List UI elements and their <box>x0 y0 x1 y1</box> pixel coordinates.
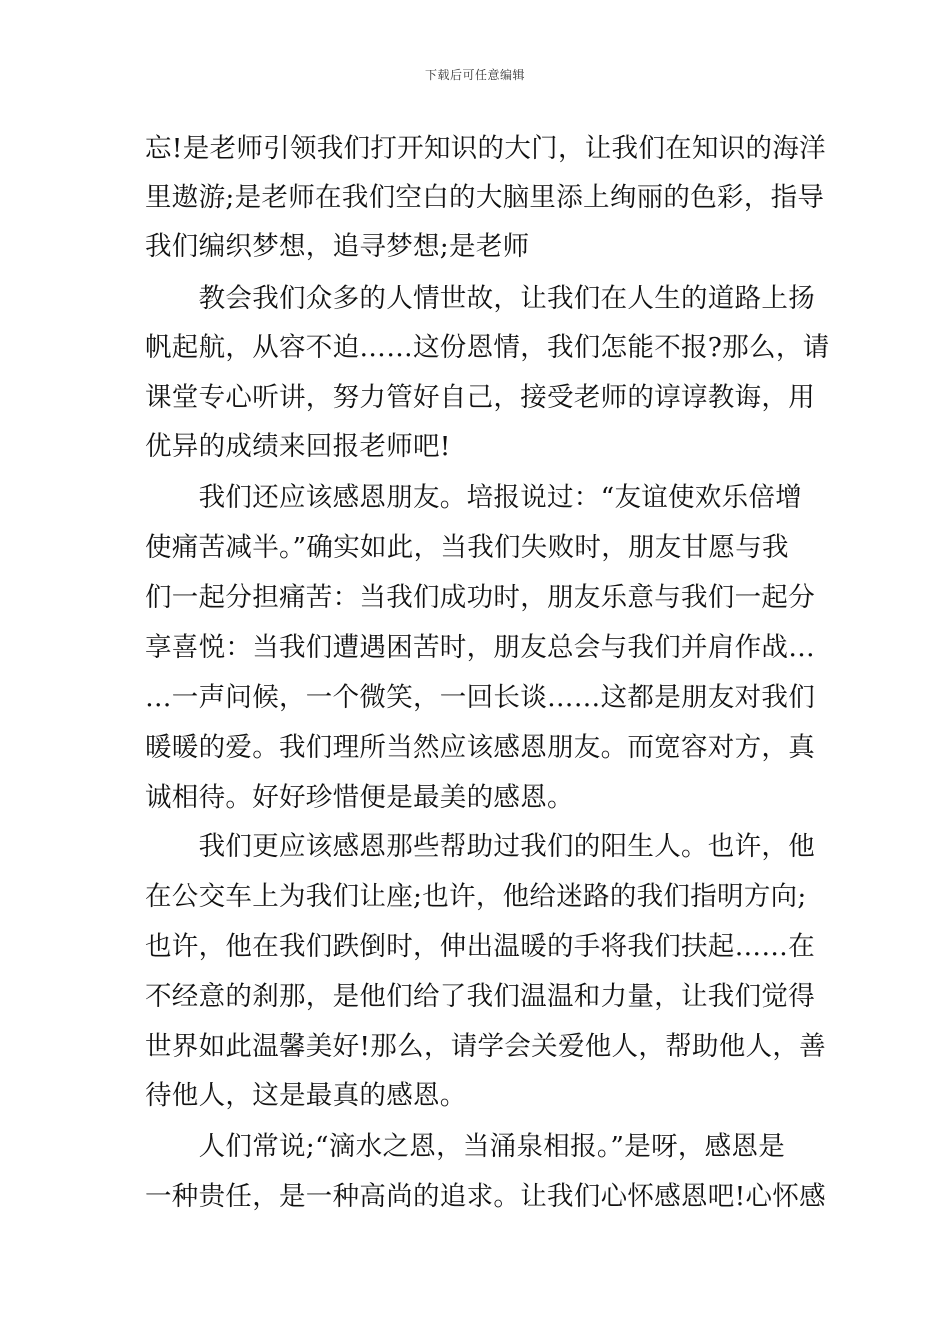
text-line: 使痛苦减半。”确实如此，当我们失败时，朋友甘愿与我 <box>145 532 789 563</box>
page-header: 下载后可任意编辑 <box>424 68 525 82</box>
text-line: 课堂专心听讲，努力管好自己，接受老师的谆谆教诲，用 <box>145 382 815 413</box>
text-line: 我们编织梦想，追寻梦想;是老师 <box>145 231 530 262</box>
text-line: 人们常说;“滴水之恩，当涌泉相报。”是呀，感恩是 <box>145 1131 786 1162</box>
text-line: 世界如此温馨美好!那么，请学会关爱他人，帮助他人，善 <box>145 1031 826 1062</box>
text-line: 忘!是老师引领我们打开知识的大门，让我们在知识的海洋 <box>145 133 826 164</box>
text-line: 享喜悦：当我们遭遇困苦时，朋友总会与我们并肩作战… <box>145 632 815 663</box>
text-line: 里遨游;是老师在我们空白的大脑里添上绚丽的色彩，指导 <box>145 182 825 213</box>
text-line: 不经意的刹那，是他们给了我们温温和力量，让我们觉得 <box>145 981 815 1012</box>
text-line: 我们更应该感恩那些帮助过我们的阳生人。也许，他 <box>145 831 815 862</box>
text-line: 优异的成绩来回报老师吧! <box>145 431 451 462</box>
text-line: 待他人，这是最真的感恩。 <box>145 1080 467 1111</box>
text-line: 帆起航，从容不迫……这份恩情，我们怎能不报?那么，请 <box>145 332 830 363</box>
text-line: 诚相待。好好珍惜便是最美的感恩。 <box>145 782 574 813</box>
text-line: 一种贵任，是一种高尚的追求。让我们心怀感恩吧!心怀感 <box>145 1181 826 1212</box>
text-line: …一声问候，一个微笑，一回长谈……这都是朋友对我们 <box>145 682 815 713</box>
text-line: 我们还应该感恩朋友。培报说过：“友谊使欢乐倍增 <box>145 482 803 513</box>
text-line: 暖暖的爱。我们理所当然应该感恩朋友。而宽容对方，真 <box>145 732 815 763</box>
text-line: 们一起分担痛苦：当我们成功时，朋友乐意与我们一起分 <box>145 582 815 613</box>
text-line: 在公交车上为我们让座;也许，他给迷路的我们指明方向; <box>145 881 807 912</box>
text-line: 也许，他在我们跌倒时，伸出温暖的手将我们扶起……在 <box>145 931 815 962</box>
text-line: 教会我们众多的人情世故，让我们在人生的道路上扬 <box>145 283 815 314</box>
